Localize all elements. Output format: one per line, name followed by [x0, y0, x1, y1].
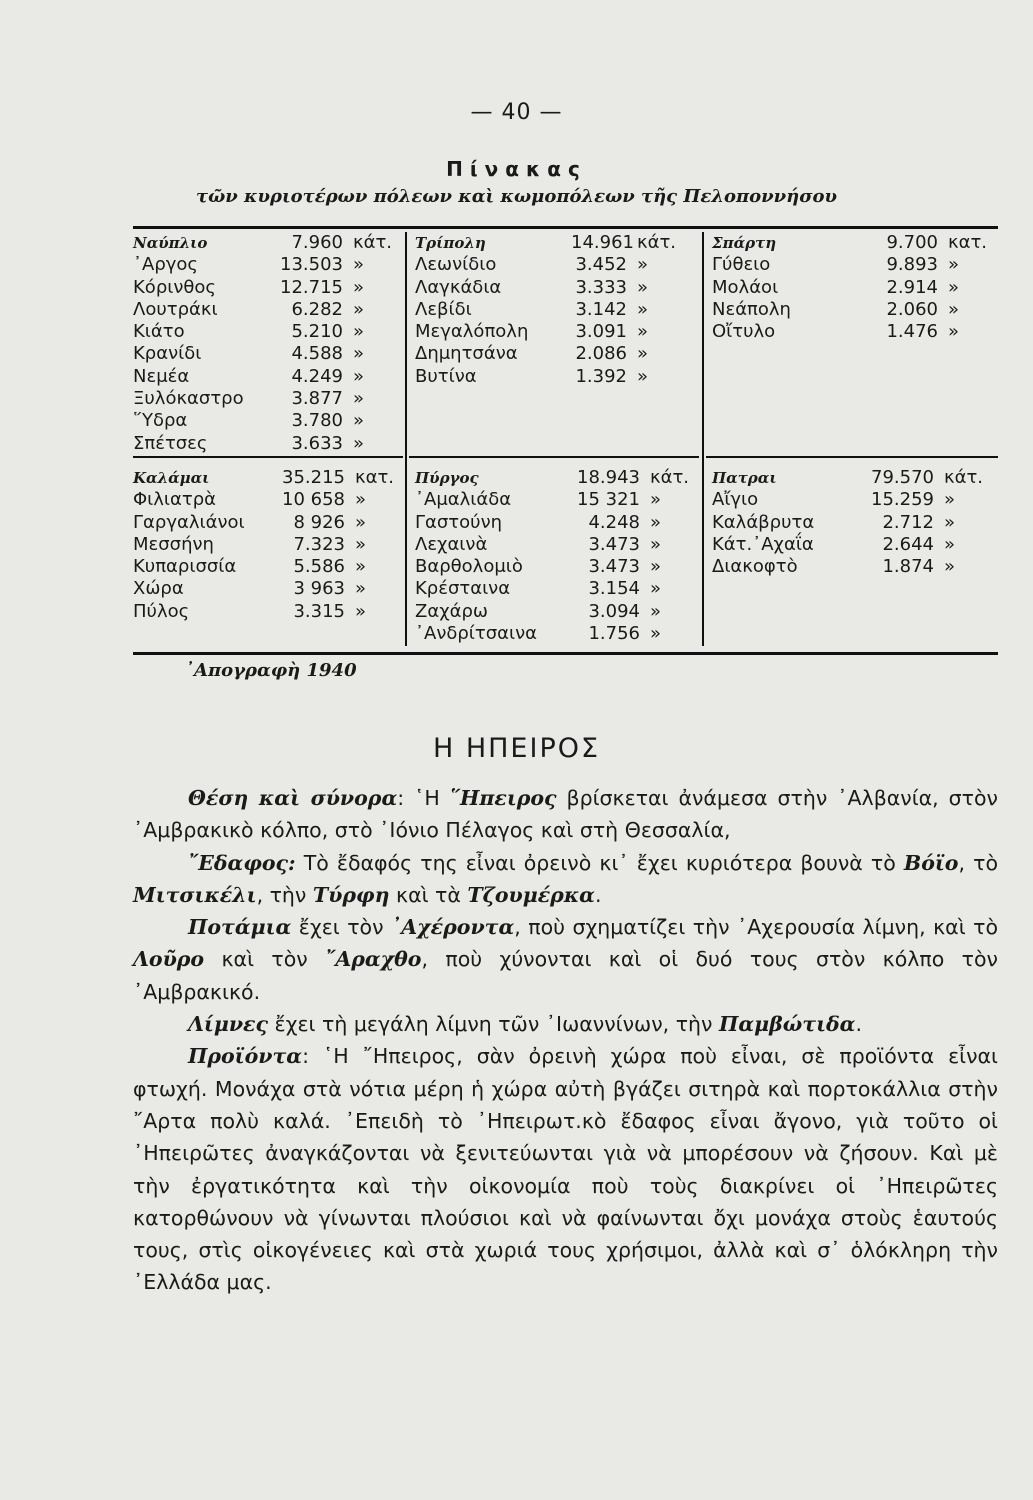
table-row: [133, 321, 413, 343]
population-value: 1.392: [575, 365, 627, 387]
town-name: Φιλιατρὰ: [133, 489, 216, 511]
table-block-arkadia: [415, 232, 712, 388]
table-block-achaia: [712, 467, 1006, 578]
label-rivers: Ποτάμια: [188, 915, 292, 940]
population-value: 6.282: [291, 298, 343, 320]
population-value: 7.960: [291, 232, 343, 253]
population-unit: »: [637, 365, 649, 387]
town-name: ῞Υδρα: [133, 410, 188, 432]
town-name: Μολάοι: [712, 276, 779, 298]
table-row: [133, 489, 413, 511]
table-row: [415, 366, 712, 388]
label-products: Προϊόντα: [188, 1044, 303, 1069]
population-value: 3.452: [575, 254, 627, 276]
town-name: Βαρθολομιὸ: [415, 556, 523, 578]
town-name: Βυτίνα: [415, 365, 477, 387]
population-value: 3.633: [291, 432, 343, 454]
population-value: 2.644: [882, 533, 934, 555]
town-name: Ζαχάρω: [415, 600, 488, 622]
population-unit: »: [944, 511, 956, 533]
population-value: 3.091: [575, 321, 627, 343]
table-row: [415, 277, 712, 299]
paragraph-position: [133, 782, 998, 847]
population-value: 2.712: [882, 511, 934, 533]
population-unit: »: [353, 343, 365, 365]
population-unit: »: [637, 276, 649, 298]
town-name: Ξυλόκαστρο: [133, 388, 244, 410]
table-middle-rule-right: [706, 456, 998, 458]
table-row: [415, 578, 725, 600]
body-text: [133, 782, 998, 1299]
population-value: 15 321: [577, 489, 640, 511]
population-unit: »: [948, 276, 960, 298]
population-value: 35.215: [282, 467, 345, 488]
town-name: ᾿Ανδρίτσαινα: [415, 623, 538, 645]
population-unit: »: [650, 600, 662, 622]
population-value: 2.060: [886, 298, 938, 320]
label-lakes: Λίμνες: [188, 1012, 268, 1037]
population-unit: κάτ.: [944, 467, 984, 488]
text-span: : ῾Η: [397, 786, 450, 810]
population-unit: κάτ.: [650, 467, 690, 488]
population-value: 3 963: [293, 578, 345, 600]
town-name: Λεχαινὰ: [415, 533, 488, 555]
population-value: 4.248: [588, 511, 640, 533]
town-name: Κόρινθος: [133, 276, 216, 298]
town-name: Τρίπολη: [415, 234, 486, 252]
table-row: [415, 489, 725, 511]
town-name: Κυπαρισσία: [133, 556, 237, 578]
population-unit: κάτ.: [637, 232, 677, 253]
table-row: [133, 277, 413, 299]
table-row: [415, 467, 725, 489]
population-unit: »: [650, 578, 662, 600]
town-name: ᾿Αργος: [133, 254, 198, 276]
table-middle-rule-left: [133, 456, 403, 458]
text-span: Τὸ ἔδαφός της εἶναι ὀρεινὸ κι᾿ ἔχει κυριότερα βουνὰ τὸ: [295, 850, 904, 875]
population-unit: κάτ.: [353, 232, 393, 253]
town-name: Λαγκάδια: [415, 276, 502, 298]
town-name: Σπέτσες: [133, 432, 208, 454]
population-value: 15.259: [871, 489, 934, 511]
text-span: ἔχει τὴ μεγάλη λίμνη τῶν ᾿Ιωαννίνων, τὴν: [268, 1012, 719, 1037]
town-name: Λουτράκι: [133, 298, 218, 320]
table-block-argolidokorinthia: [133, 232, 413, 455]
population-value: 3.333: [575, 276, 627, 298]
population-value: 5.586: [293, 556, 345, 578]
population-unit: »: [355, 511, 367, 533]
population-unit: »: [353, 365, 365, 387]
text-span: .: [594, 882, 602, 907]
text-span: , τὴν: [256, 882, 313, 907]
table-row: [133, 578, 413, 600]
table-row: [712, 556, 1006, 578]
town-name: Γαστούνη: [415, 511, 503, 533]
table-row: [133, 601, 413, 623]
term-arachthos: ῎Αραχθο: [325, 947, 422, 972]
population-value: 9.893: [886, 254, 938, 276]
text-span: , ποὺ σχηματίζει τὴν ᾿Αχερουσία λίμνη, καὶ τὸ: [514, 915, 998, 940]
table-row: [415, 534, 725, 556]
term-tzoumerka: Τζουμέρκα: [467, 882, 595, 907]
population-unit: »: [355, 578, 367, 600]
population-unit: »: [637, 343, 649, 365]
population-value: 18.943: [577, 467, 640, 488]
town-name: ᾿Αμαλιάδα: [415, 489, 512, 511]
town-name: Πύλος: [133, 600, 190, 622]
population-unit: »: [944, 533, 956, 555]
population-unit: »: [637, 254, 649, 276]
population-unit: »: [944, 556, 956, 578]
town-name: Νεάπολη: [712, 298, 791, 320]
paragraph-products: [133, 1040, 998, 1298]
town-name: Καλάβρυτα: [712, 511, 815, 533]
population-value: 2.914: [886, 276, 938, 298]
table-block-messinia: [133, 467, 413, 623]
table-row: [415, 299, 712, 321]
table-row: [133, 556, 413, 578]
term-voio: Βόϊο: [903, 850, 959, 875]
town-name: Ναύπλιο: [133, 234, 208, 252]
paragraph-terrain: [133, 847, 998, 912]
population-unit: »: [650, 533, 662, 555]
table-row: [415, 232, 712, 254]
population-unit: »: [948, 254, 960, 276]
table-row: [712, 254, 1008, 276]
population-unit: »: [353, 254, 365, 276]
text-span: .: [855, 1012, 862, 1037]
section-heading: Η ΗΠΕΙΡΟΣ: [432, 733, 601, 764]
population-unit: »: [353, 432, 365, 454]
population-value: 9.700: [886, 232, 938, 253]
town-name: Χώρα: [133, 578, 184, 600]
table-row: [133, 299, 413, 321]
table-row: [712, 321, 1008, 343]
population-unit: »: [353, 298, 365, 320]
population-unit: »: [637, 321, 649, 343]
table-row: [133, 512, 413, 534]
population-unit: κατ.: [948, 232, 988, 253]
population-value: 79.570: [871, 467, 934, 488]
text-span: , τὸ: [958, 850, 998, 875]
population-value: 5.210: [291, 321, 343, 343]
population-unit: »: [650, 489, 662, 511]
town-name: Γαργαλιάνοι: [133, 511, 245, 533]
term-pamvotida: Παμβώτιδα: [719, 1012, 856, 1037]
population-value: 2.086: [575, 343, 627, 365]
population-value: 3.094: [588, 600, 640, 622]
population-value: 10 658: [282, 489, 345, 511]
town-name: Αἴγιο: [712, 489, 759, 511]
table-row: [415, 556, 725, 578]
town-name: Κρέσταινα: [415, 578, 511, 600]
town-name: Δημητσάνα: [415, 343, 518, 365]
table-row: [133, 366, 413, 388]
table-row: [712, 277, 1008, 299]
population-value: 1.756: [588, 623, 640, 645]
table-row: [133, 388, 413, 410]
town-name: Μεγαλόπολη: [415, 321, 529, 343]
population-value: 12.715: [280, 276, 343, 298]
table-row: [712, 489, 1006, 511]
term-louros: Λοῦρο: [133, 947, 205, 972]
table-row: [415, 601, 725, 623]
text-span: , ποὺ χύνονται καὶ οἱ δυό τους στὸν κόλπο τὸν ᾿Αμβρακικό.: [133, 947, 999, 1004]
population-unit: »: [355, 600, 367, 622]
town-name: Γύθειο: [712, 254, 771, 276]
population-value: 3.780: [291, 410, 343, 432]
population-unit: »: [353, 410, 365, 432]
population-unit: »: [948, 298, 960, 320]
population-value: 7.323: [293, 533, 345, 555]
population-value: 1.874: [882, 556, 934, 578]
table-row: [133, 232, 413, 254]
term-mitsikeli: Μιτσικέλι: [133, 882, 257, 907]
paragraph-lakes: [133, 1008, 998, 1040]
page-number: — 40 —: [470, 100, 563, 125]
population-unit: »: [944, 489, 956, 511]
table-top-rule: [133, 226, 998, 229]
population-unit: »: [650, 556, 662, 578]
town-name: Διακοφτὸ: [712, 556, 798, 578]
population-unit: »: [353, 321, 365, 343]
table-row: [415, 623, 725, 645]
population-value: 14.961: [571, 232, 634, 253]
town-name: Μεσσήνη: [133, 533, 214, 555]
town-name: Σπάρτη: [712, 234, 777, 252]
term-epirus: ῞Ηπειρος: [449, 786, 557, 810]
town-name: Νεμέα: [133, 365, 190, 387]
population-value: 8 926: [293, 511, 345, 533]
text-span: : ῾Η ῎Ηπειρος, σὰν ὀρεινὴ χώρα ποὺ εἶναι, σὲ προϊόντα εἶναι φτωχή. Μονάχα στὰ νότια μέρη ἡ χώρα αὐτὴ βγάζει σιτηρὰ καὶ πορτοκάλλια στὴν ῎Αρτα πολὺ καλά. ᾿Επειδὴ τὸ ᾿Ηπειρωτ.κὸ ἔδαφος εἶναι ἄγονο, γιὰ τοῦτο οἱ ᾿Ηπειρῶτες ἀναγκάζονται νὰ ξενιτεύωνται γιὰ νὰ μπορέσουν νὰ ζήσουν. Καὶ μὲ τὴν ἐργατικότητα καὶ τὴν οἰκονομία ποὺ τοὺς διακρίνει οἱ ᾿Ηπειρῶτες κατορθώνουν νὰ γίνωνται πλούσιοι καὶ νὰ φαίνωνται ὄχι μονάχα στοὺς ἑαυτούς τους, στὶς οἰκογένειες καὶ στὰ χωριά τους χρήσιμοι, ἀλλὰ καὶ σ᾿ ὁλόκληρη τὴν ᾿Ελλάδα μας.: [133, 1044, 998, 1295]
town-name: Οἴτυλο: [712, 321, 776, 343]
population-unit: »: [650, 623, 662, 645]
term-tyrfi: Τύρφη: [312, 882, 390, 907]
population-unit: »: [353, 388, 365, 410]
town-name: Πύργος: [415, 469, 479, 487]
text-span: ἔχει τὸν: [291, 915, 392, 940]
text-span: καὶ τὰ: [389, 882, 468, 907]
table-row: [415, 512, 725, 534]
table-row: [133, 254, 413, 276]
text-span: καὶ τὸν: [204, 947, 326, 972]
population-value: 3.142: [575, 298, 627, 320]
paragraph-rivers: [133, 911, 998, 1008]
town-name: Λεωνίδιο: [415, 254, 497, 276]
population-unit: κατ.: [355, 467, 395, 488]
population-value: 1.476: [886, 321, 938, 343]
population-unit: »: [650, 511, 662, 533]
table-row: [133, 467, 413, 489]
table-block-ilia: [415, 467, 725, 645]
table-row: [712, 534, 1006, 556]
population-value: 4.249: [291, 365, 343, 387]
table-row: [133, 343, 413, 365]
population-unit: »: [355, 489, 367, 511]
population-value: 3.154: [588, 578, 640, 600]
label-terrain: ῎Εδαφος:: [188, 850, 296, 875]
term-acheron: ᾿Αχέροντα: [391, 915, 515, 940]
population-value: 13.503: [280, 254, 343, 276]
table-row: [712, 512, 1006, 534]
table-row: [712, 232, 1008, 254]
table-row: [133, 410, 413, 432]
population-unit: »: [355, 556, 367, 578]
population-value: 3.473: [588, 556, 640, 578]
population-value: 3.315: [293, 600, 345, 622]
table-block-lakonia: [712, 232, 1008, 343]
table-row: [415, 343, 712, 365]
census-note: ᾿Απογραφὴ 1940: [185, 660, 357, 681]
table-bottom-rule: [133, 652, 998, 655]
text-span: βρίσκεται ἀνάμεσα στὴν ᾿Αλβανία, στὸν ᾿Αμβρακικὸ κόλπο, στὸ ᾿Ιόνιο Πέλαγος καὶ στὴ Θεσσαλία,: [133, 786, 998, 843]
town-name: Κρανίδι: [133, 343, 202, 365]
table-row: [712, 299, 1008, 321]
population-unit: »: [948, 321, 960, 343]
table-row: [133, 534, 413, 556]
population-value: 3.473: [588, 533, 640, 555]
town-name: Καλάμαι: [133, 469, 210, 487]
town-name: Λεβίδι: [415, 298, 472, 320]
population-unit: »: [355, 533, 367, 555]
table-title: Πίνακας: [446, 157, 587, 181]
table-row: [712, 467, 1006, 489]
table-row: [415, 321, 712, 343]
label-position: Θέση καὶ σύνορα: [188, 786, 398, 810]
table-middle-rule-center: [409, 456, 699, 458]
population-value: 4.588: [291, 343, 343, 365]
town-name: Πατραι: [712, 469, 777, 487]
table-row: [415, 254, 712, 276]
town-name: Κάτ.᾿Αχαΐα: [712, 533, 814, 555]
population-value: 3.877: [291, 388, 343, 410]
town-name: Κιάτο: [133, 321, 185, 343]
population-unit: »: [637, 298, 649, 320]
table-subtitle: τῶν κυριοτέρων πόλεων καὶ κωμοπόλεων τῆς Πελοποννήσου: [195, 186, 837, 207]
population-unit: »: [353, 276, 365, 298]
table-row: [133, 433, 413, 455]
